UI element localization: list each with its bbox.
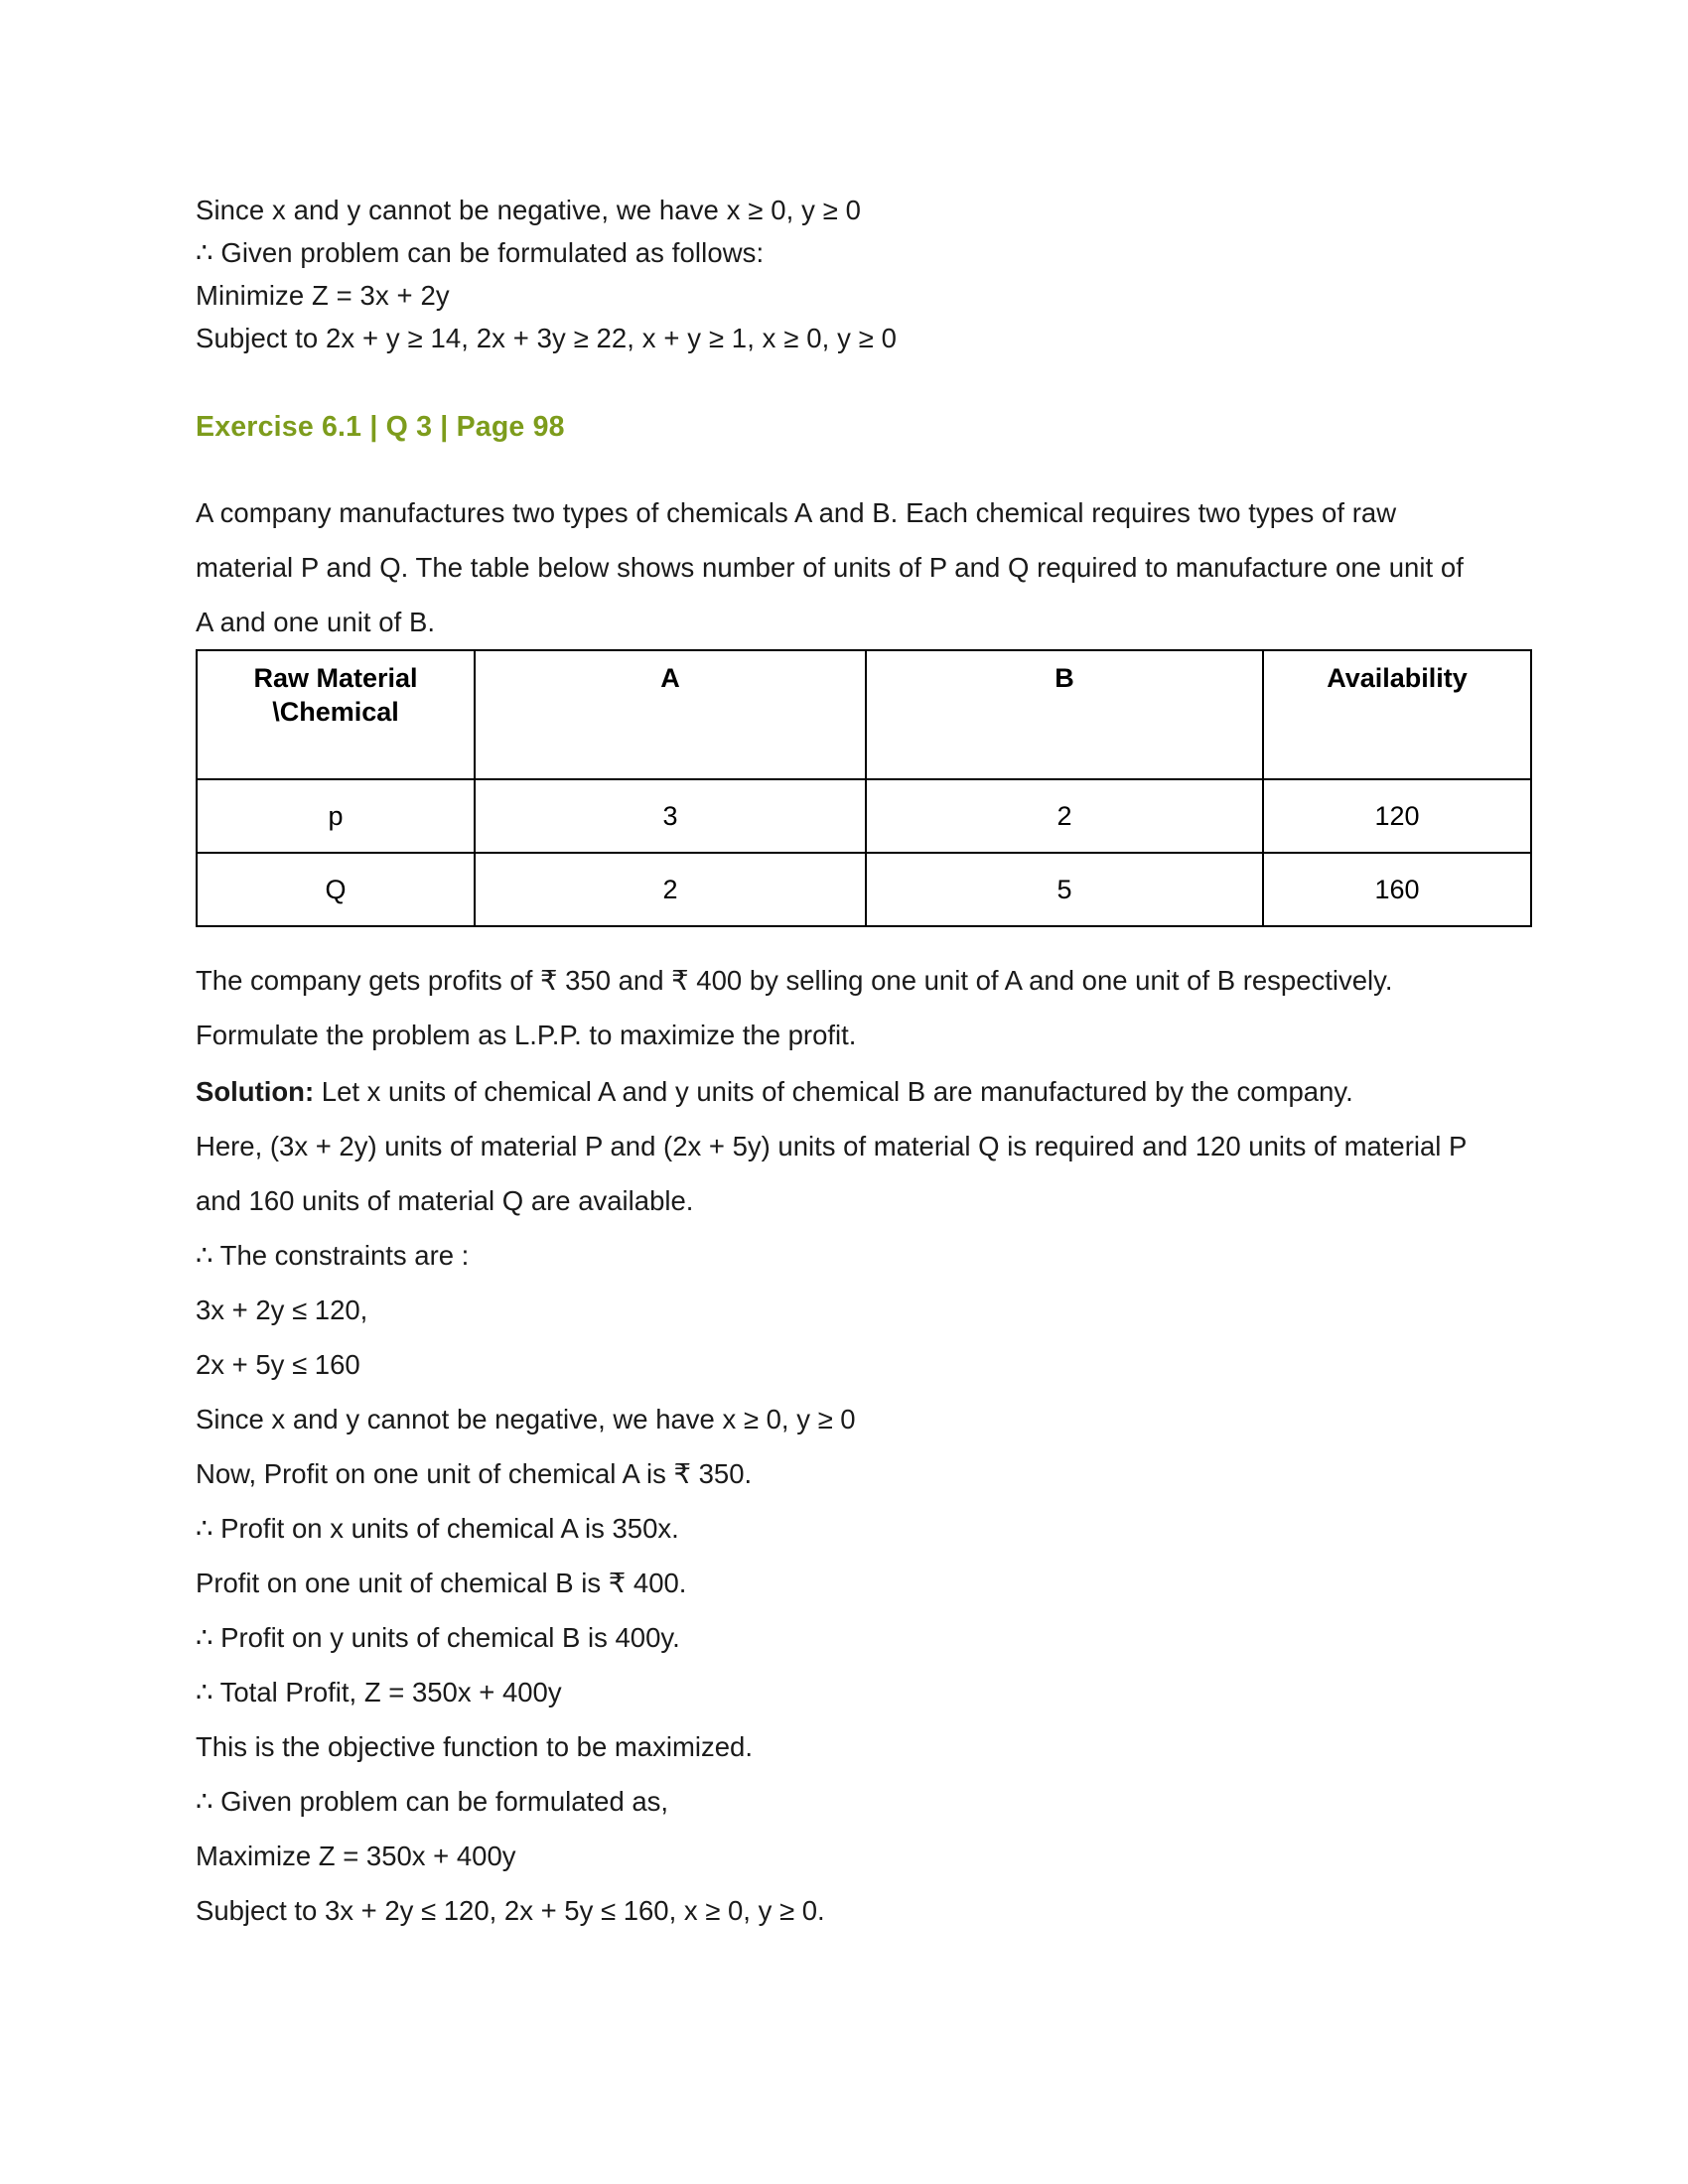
raw-material-table	[196, 649, 1532, 927]
table-cell-material: Q	[197, 853, 475, 926]
solution-line-objective-note: This is the objective function to be maximized.	[196, 1731, 753, 1762]
solution-line-maximize: Maximize Z = 350x + 400y	[196, 1841, 516, 1871]
profit-paragraph: The company gets profits of ₹ 350 and ₹ 400 by selling one unit of A and one unit of B respectively. Formulate the problem as L.P.P. to maximize the profit.	[196, 965, 1393, 1050]
table-header-row	[197, 650, 1531, 779]
solution-line-constraints-intro: ∴ The constraints are :	[196, 1240, 470, 1271]
solution-line-profit-b-unit: Profit on one unit of chemical B is ₹ 400.	[196, 1568, 687, 1598]
intro-line-3: Minimize Z = 3x + 2y	[196, 280, 450, 311]
table-body	[197, 779, 1531, 926]
solution-paragraph	[196, 1064, 1486, 1119]
intro-line-1: Since x and y cannot be negative, we have x ≥ 0, y ≥ 0	[196, 195, 862, 225]
solution-line-total-profit: ∴ Total Profit, Z = 350x + 400y	[196, 1677, 562, 1707]
intro-line-4: Subject to 2x + y ≥ 14, 2x + 3y ≥ 22, x + y ≥ 1, x ≥ 0, y ≥ 0	[196, 323, 897, 353]
table-cell-b: 5	[866, 853, 1263, 926]
table-row	[197, 853, 1531, 926]
table-header	[197, 650, 1531, 779]
exercise-heading: Exercise 6.1 | Q 3 | Page 98	[196, 411, 565, 443]
question-paragraph: A company manufactures two types of chemicals A and B. Each chemical requires two types of raw material P and Q. The table below shows number of units of P and Q required to manufacture one unit of A and one unit of B.	[196, 497, 1464, 637]
solution-line-profit-a-unit: Now, Profit on one unit of chemical A is ₹ 350.	[196, 1458, 753, 1489]
table-header-raw-material-line2: \Chemical	[272, 697, 399, 727]
solution-line-profit-b-y: ∴ Profit on y units of chemical B is 400y.	[196, 1622, 680, 1653]
solution-line-nonnegativity: Since x and y cannot be negative, we have x ≥ 0, y ≥ 0	[196, 1404, 856, 1434]
solution-line-formulated-as: ∴ Given problem can be formulated as,	[196, 1786, 669, 1817]
solution-label: Solution:	[196, 1076, 315, 1107]
table-cell-b: 2	[866, 779, 1263, 853]
table-cell-availability: 120	[1263, 779, 1531, 853]
table-header-a: A	[475, 650, 866, 779]
here-paragraph: Here, (3x + 2y) units of material P and (2x + 5y) units of material Q is required and 120 units of material P and 160 units of material Q are available.	[196, 1131, 1467, 1216]
table-header-availability: Availability	[1263, 650, 1531, 779]
table-cell-a: 3	[475, 779, 866, 853]
table-cell-material: p	[197, 779, 475, 853]
solution-intro-text: Let x units of chemical A and y units of chemical B are manufactured by the company.	[314, 1076, 1353, 1107]
intro-line-2: ∴ Given problem can be formulated as follows:	[196, 237, 765, 268]
solution-line-subject-to: Subject to 3x + 2y ≤ 120, 2x + 5y ≤ 160, x ≥ 0, y ≥ 0.	[196, 1895, 825, 1926]
intro-block	[196, 189, 1489, 359]
solution-line-constraint-2: 2x + 5y ≤ 160	[196, 1349, 360, 1380]
solution-line-constraint-1: 3x + 2y ≤ 120,	[196, 1295, 368, 1325]
table-cell-a: 2	[475, 853, 866, 926]
table-row	[197, 779, 1531, 853]
table-header-b: B	[866, 650, 1263, 779]
solution-line-profit-a-x: ∴ Profit on x units of chemical A is 350x.	[196, 1513, 679, 1544]
table-header-raw-material-line1: Raw Material	[253, 663, 418, 693]
table-header-raw-material	[197, 650, 475, 779]
table-cell-availability: 160	[1263, 853, 1531, 926]
